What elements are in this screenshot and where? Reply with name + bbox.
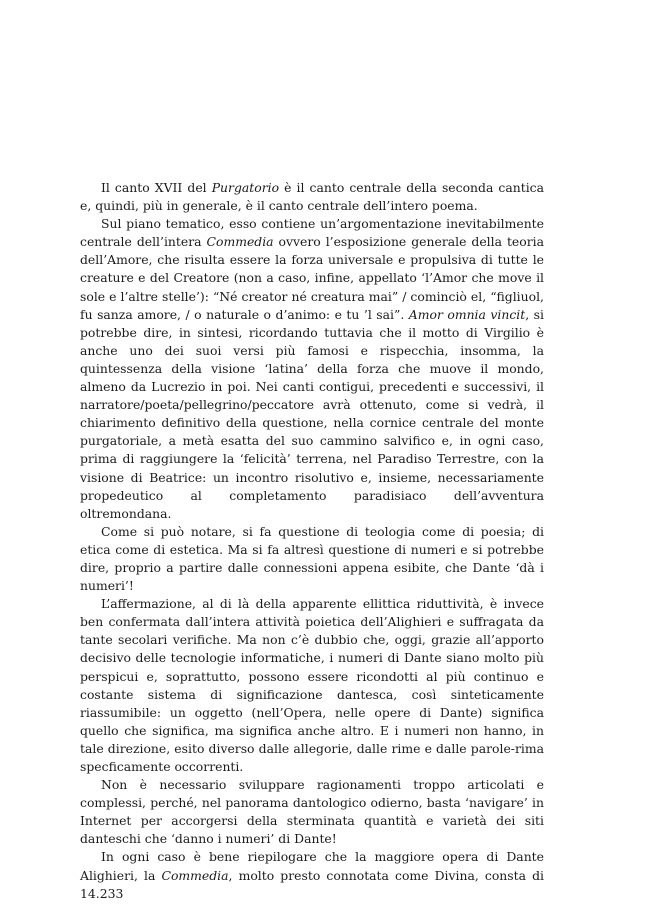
paragraph [80, 523, 544, 595]
italic-text-run: Commedia [206, 234, 274, 250]
text-run: L’affermazione, al di là della apparente ellittica riduttività, è invece ben confermata dall’intera attività poietica dell’Alighieri e suffragata da tante secolari verifiche. Ma non c’è dubbio che, oggi, grazie all’apporto decisivo delle tecnologie informatiche, i numeri di Dante siano molto più perspicui e, soprattutto, possono essere ricondotti al più continuo e costante sistema di significazione dantesca, così sinteticamente riassumibile: un oggetto (nell’Opera, nelle opere di Dante) significa quello che significa, ma significa anche altro. E i numeri non hanno, in tale direzione, esito diverso dalle allegorie, dalle rime e dalle parole-rima specficamente occorrenti. [80, 596, 544, 774]
italic-text-run: Commedia [161, 867, 229, 883]
document-page [80, 179, 544, 903]
paragraph [80, 848, 544, 902]
text-run: è il canto centrale della seconda cantica e, quindi, più in generale, è il canto centrale dell’intero poema. [80, 180, 544, 214]
text-run: Come si può notare, si fa questione di teologia come di poesia; di etica come di estetica. Ma si fa altresì questione di numeri e si potrebbe dire, proprio a partire dalle connessioni appena esibite, che Dante ‘dà i numeri’! [80, 523, 544, 594]
paragraph [80, 179, 544, 215]
paragraph [80, 215, 544, 523]
text-run: ovvero l’esposizione generale della teoria dell’Amore, che risulta essere la forza universale e propulsiva di tutte le creature e del Creatore (non a caso, infine, appellato ‘l’Amor che move il sole e l’altre stelle’): “Né creator né creatura mai” / cominciò el, “figliuol, fu sanza amore, / o naturale o d’animo: e tu ’l sai”. [80, 234, 544, 322]
text-run: In ogni caso è bene riepilogare che la maggiore opera di Dante Alighieri, la [80, 849, 544, 883]
text-run: Non è necessario sviluppare ragionamenti troppo articolati e complessi, perché, nel panorama dantologico odierno, basta ‘navigare’ in Internet per accorgersi della sterminata quantità e varietà dei siti danteschi che ‘danno i numeri’ di Dante! [80, 777, 544, 847]
text-run: , molto presto connotata come Divina, consta di 14.233 [80, 867, 544, 901]
paragraph [80, 595, 544, 776]
italic-text-run: Purgatorio [211, 180, 280, 195]
text-run: Sul piano tematico, esso contiene un’argomentazione inevitabilmente centrale dell’intera [80, 216, 544, 250]
text-run: Il canto XVII del [101, 180, 212, 195]
italic-text-run: Amor omnia vincit [408, 306, 526, 322]
text-run: , si potrebbe dire, in sintesi, ricordando tuttavia che il motto di Virgilio è anche uno dei suoi versi più famosi e rispecchia, insomma, la quintessenza della visione ‘latina’ della forza che muove il mondo, almeno da Lucrezio in poi. Nei canti contigui, precedenti e successivi, il narratore/poeta/pellegrino/peccatore avrà ottenuto, come si vedrà, il chiarimento definitivo della questione, nella cornice centrale del monte purgatoriale, a metà esatta del suo cammino salvifico e, in ogni caso, prima di raggiungere la ‘felicità’ terrena, nel Paradiso Terrestre, con la visione di Beatrice: un incontro risolutivo e, insieme, necessariamente propedeutico al completamento paradisiaco dell’avventura oltremondana. [80, 306, 544, 521]
paragraph [80, 776, 544, 848]
